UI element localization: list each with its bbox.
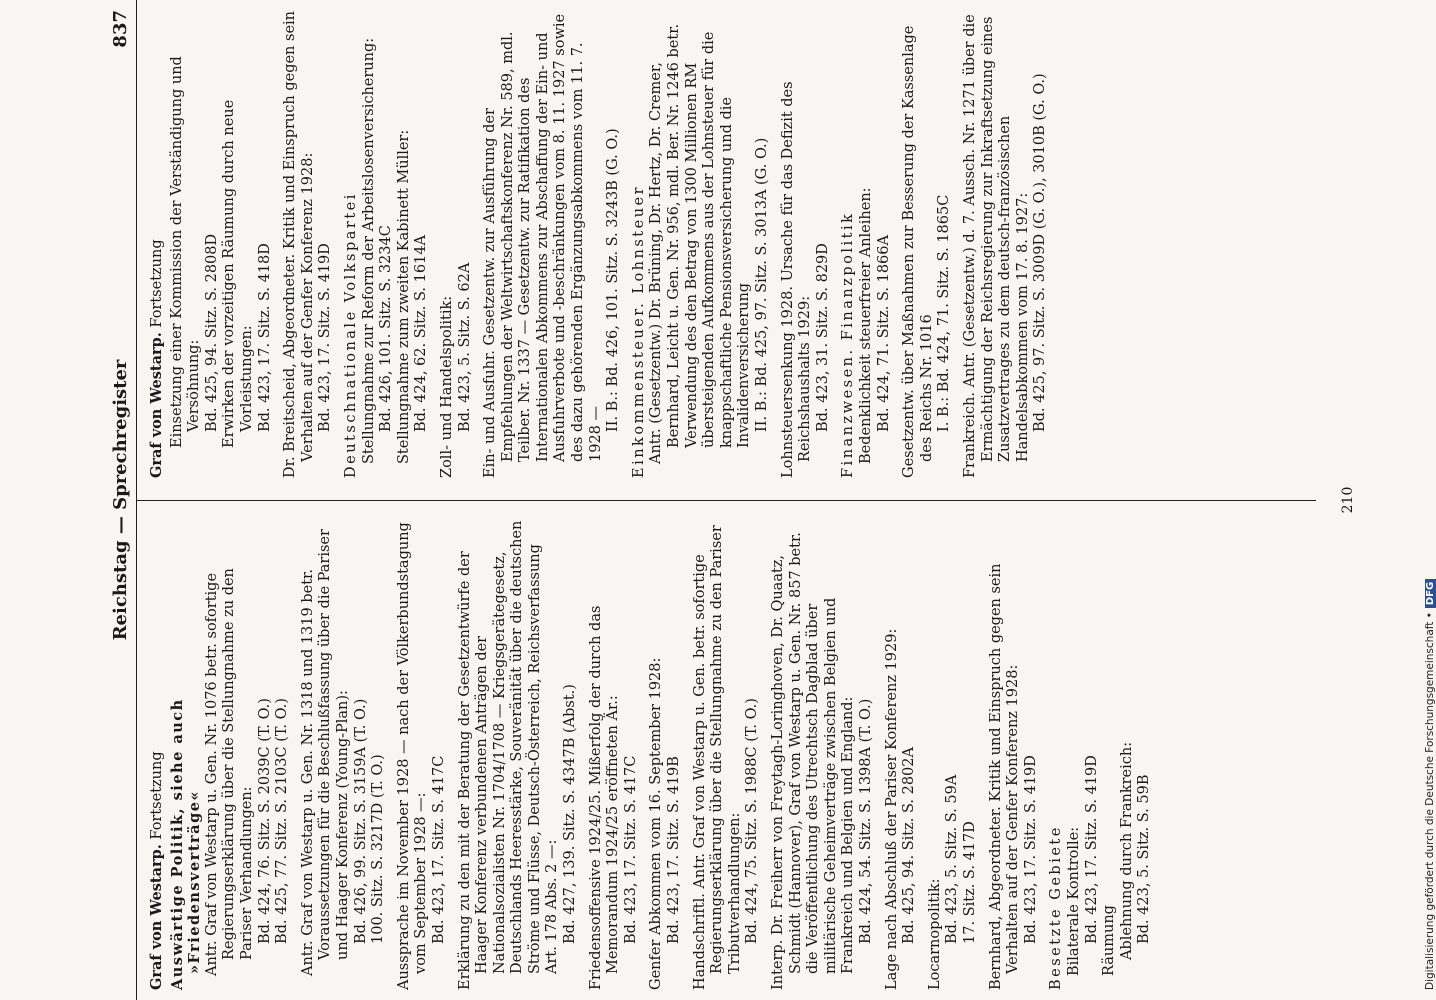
- index-entry: Genfer Abkommen vom 16. September 1928:: [648, 657, 665, 990]
- reference-line: Bd. 427, 139. Sitz. S. 4347B (Abst.): [562, 684, 579, 944]
- index-entry: Interp. Dr. Freiherr von Freytagh-Loringhoven, Dr. Quaatz, Schmidt (Hannover), Graf von Westarp u. Gen. Nr. 857 betr. die Veröffentlichung des Utrechtsch Dagblad über militärische Geheimverträge zwischen Belgien und Frankreich und Belgien und England:: [770, 532, 857, 990]
- reference-line: II. B.: Bd. 426, 101. Sitz. S. 3243B (G. O.): [605, 128, 622, 432]
- reference-line: Bd. 423, 17. Sitz. S. 419D: [317, 243, 334, 432]
- reference-line: Bd. 423, 5. Sitz. S. 59A: [944, 774, 961, 944]
- sub-entry: Stellungnahme zur Reform der Arbeitslosenversicherung:: [360, 37, 377, 464]
- dfg-logo: DFG: [1425, 579, 1436, 608]
- reference-line: 100. Sitz. S. 3217D (T. O.): [370, 754, 387, 944]
- index-entry: Gesetzentw. über Maßnahmen zur Besserung der Kassenlage des Reichs Nr. 1016: [901, 25, 935, 478]
- index-entry: Ein- und Ausfuhr. Gesetzentw. zur Ausführung der Empfehlungen der Weltwirtschaftskonferenz Nr. 589, mdl. Teilber. Nr. 1337 — Gesetzentw. zur Ratifikation des Internationalen Abkommens zur Abschaffung der Ein- und Ausfuhrverbote und -beschränkungen vom 8. 11. 1927 sowie des dazu gehörenden Ergänzungsabkommens vom 11. 7. 1928 —: [482, 13, 604, 478]
- sub-entry: Räumung: [1101, 905, 1118, 976]
- index-entry: Erklärung zu den mit der Beratung der Gesetzentwürfe der Haager Konferenz verbundenen Anträgen der Nationalsozialisten Nr. 1704/1708 — Kriegsgerätegesetz, Deutschlands Heeresstärke, Souveränität über die deutschen Ströme und Flüsse, Deutsch-Österreich, Reichsverfassung Art. 178 Abs. 2 —:: [456, 520, 561, 990]
- reference-line: I. B.: Bd. 424, 71. Sitz. S. 1865C: [936, 194, 953, 432]
- reference-line: II. B.: Bd. 425, 97. Sitz. S. 3013A (G. O.): [754, 137, 770, 432]
- index-entry: Dr. Breitscheid, Abgeordneter. Kritik und Einspruch gegen sein Verhalten auf der Genfer Konferenz 1928:: [282, 10, 316, 478]
- sub-entry: Erwirken der vorzeitigen Räumung durch neue Vorleistungen:: [221, 99, 255, 448]
- reference-line: Bd. 424, 54. Sitz. S. 1398A (T. O.): [857, 698, 874, 944]
- sub-entry: Einsetzung einer Kommission der Verständigung und Versöhnung:: [168, 56, 203, 448]
- reference-line: Bd. 426, 101. Sitz. S. 3234C: [378, 225, 395, 432]
- sub-entry: Antr. Graf von Westarp u. Gen. Nr. 1076 betr. sofortige Regierungserklärung über die Stellungnahme zu den Pariser Verhandlungen:: [203, 568, 255, 976]
- index-entry: Auswärtige Politik, siehe auch »Friedensverträge«: [168, 698, 204, 990]
- reference-line: Bd. 426, 99. Sitz. S. 3159A (T. O.): [352, 698, 369, 944]
- reference-line: Bd. 423, 17. Sitz. S. 419B: [666, 756, 683, 944]
- reference-line: Bd. 425, 77. Sitz. S. 2103C (T. O.): [274, 698, 291, 944]
- reference-line: Bd. 423, 31. Sitz. S. 829D: [814, 243, 831, 432]
- credit-text: Digitalisierung gefördert durch die Deutsche Forschungsgemeinschaft •: [1424, 612, 1436, 990]
- index-entry: Besetzte Gebiete: [1048, 825, 1065, 990]
- reference-line: Bd. 423, 17. Sitz. S. 417C: [622, 755, 639, 944]
- speaker-name: Graf von Westarp.: [148, 332, 165, 478]
- digitization-credit: [1424, 579, 1436, 990]
- reference-line: Bd. 425, 94. Sitz. S. 2802A: [901, 747, 918, 944]
- reference-line: Bd. 424, 76. Sitz. S. 2039C (T. O.): [256, 698, 273, 944]
- index-entry: Bernhard, Abgeordneter. Kritik und Einspruch gegen sein Verhalten auf der Genfer Konferenz 1928:: [987, 563, 1022, 990]
- index-entry: Handschriftl. Antr. Graf von Westarp u. Gen. betr. sofortige Regierungserklärung über die Stellungnahme zu den Pariser Tributverhandlungen:: [691, 525, 743, 990]
- continuation-heading: [148, 8, 167, 478]
- column-divider: [136, 500, 1316, 501]
- reference-line: Bd. 423, 17. Sitz. S. 417C: [430, 755, 447, 944]
- sub-entry: Stellungnahme zum zweiten Kabinett Müller:: [395, 129, 412, 464]
- index-entry: Deutschnationale Volkspartei: [342, 192, 359, 478]
- left-column: [148, 520, 1328, 990]
- reference-line: Bd. 423, 5. Sitz. S. 62A: [456, 262, 473, 432]
- index-entry: Einkommensteuer. Lohnsteuer: [630, 184, 647, 478]
- page-number: 837: [110, 10, 131, 48]
- index-entry: Lohnsteuersenkung 1928. Ursache für das Defizit des Reichshaushalts 1929:: [779, 81, 814, 478]
- sub-entry: Antr. (Gesetzentw.) Dr. Brüning, Dr. Hertz, Dr. Cremer, Bernhard, Leicht u. Gen. Nr. 956, mdl. Ber. Nr. 1246 betr. Verwendung des den Betrag von 1300 Millionen RM übersteigenden Aufkommens aus der Lohnsteuer für die knappschaftliche Pensionsversicherung und die Invalidenversicherung: [648, 23, 753, 464]
- reference-line: Bd. 423, 17. Sitz. S. 419D: [1083, 755, 1100, 944]
- continuation-word: Fortsetzung: [149, 239, 165, 328]
- folio-number: 210: [1340, 486, 1356, 514]
- right-column: [148, 8, 1328, 478]
- reference-line: Bd. 423, 5. Sitz. S. 59B: [1136, 774, 1153, 944]
- index-entry: Zoll- und Handelspolitik:: [438, 295, 455, 478]
- index-entry: Frankreich. Antr. (Gesetzentw.) d. 7. Aussch. Nr. 1271 über die Ermächtigung der Reichsregierung zur Inkraftsetzung eines Zusatzvertrages zu dem deutsch-französischen Handelsabkommen vom 17. 8. 1927:: [961, 14, 1031, 478]
- index-entry: Locarnopolitik:: [926, 878, 943, 990]
- index-entry: Lage nach Abschluß der Pariser Konferenz 1929:: [883, 628, 900, 990]
- page-header: [110, 0, 132, 1000]
- index-entry: Friedensoffensive 1924/25. Mißerfolg der durch das Memorandum 1924/25 eröffneten Är.:: [587, 605, 622, 990]
- sub-entry: Bedenklichkeit steuerfreier Anleihen:: [857, 187, 874, 464]
- reference-line: Bd. 423, 17. Sitz. S. 418D: [256, 243, 273, 432]
- continuation-heading: [148, 520, 167, 990]
- sub-entry: Bilaterale Kontrolle:: [1065, 826, 1082, 976]
- sub-entry: Ablehnung durch Frankreich:: [1118, 741, 1135, 960]
- reference-line: Bd. 424, 62. Sitz. S. 1614A: [413, 235, 430, 432]
- reference-line: 17. Sitz. S. 417D: [961, 821, 978, 944]
- rotated-page: [110, 0, 1410, 1000]
- index-entry: Finanzwesen. Finanzpolitik: [840, 211, 857, 478]
- index-entry: Aussprache im November 1928 — nach der Völkerbundstagung vom September 1928 —:: [395, 522, 430, 990]
- reference-line: Bd. 425, 94. Sitz. S. 2808D: [203, 233, 220, 432]
- continuation-word: Fortsetzung: [149, 751, 165, 840]
- reference-line: Bd. 424, 71. Sitz. S. 1866A: [875, 235, 892, 432]
- reference-line: Bd. 424, 75. Sitz. S. 1988C (T. O.): [744, 698, 761, 944]
- reference-line: Bd. 425, 97. Sitz. S. 3009D (G. O.), 3010B (G. O.): [1032, 73, 1049, 432]
- speaker-name: Graf von Westarp.: [148, 844, 165, 990]
- sub-entry: Antr. Graf von Westarp u. Gen. Nr. 1318 und 1319 betr. Voraussetzungen für die Beschlußfassung über die Pariser und Haager Konferenz (Young-Plan):: [299, 529, 351, 976]
- reference-line: Bd. 423, 17. Sitz. S. 419D: [1022, 755, 1039, 944]
- running-title: Reichstag — Sprechregister: [110, 359, 131, 641]
